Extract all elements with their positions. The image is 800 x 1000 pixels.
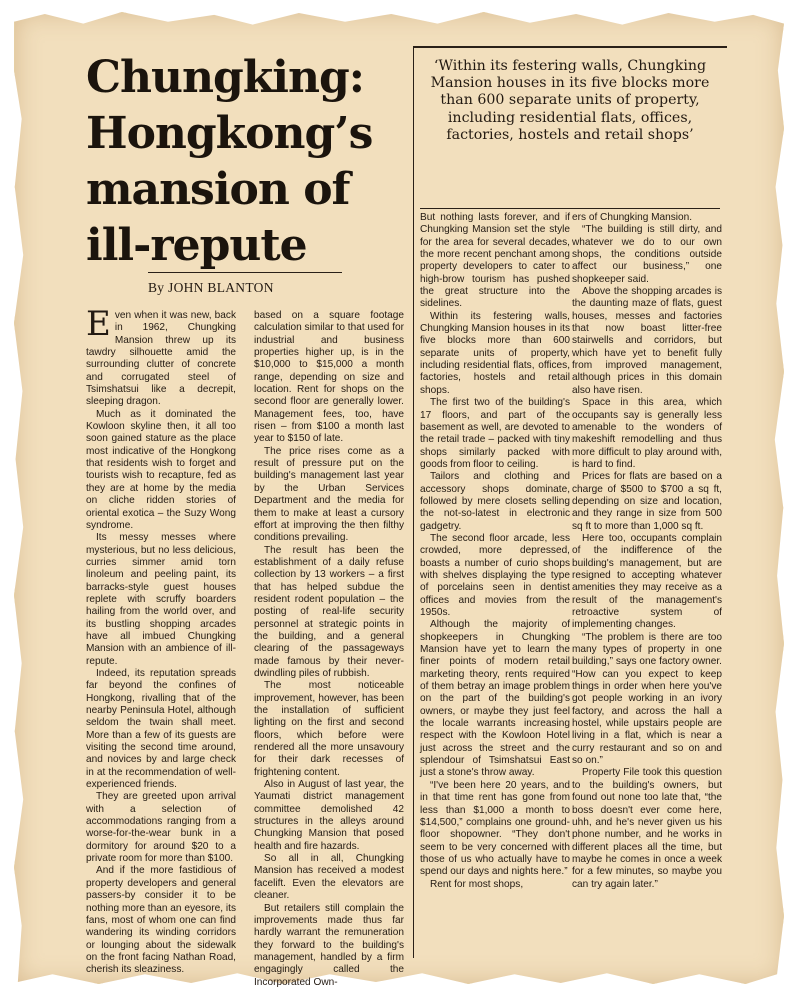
paragraph: So all in all, Chungking Mansion has received a modest facelift. Even the elevators are cleaner. <box>254 853 404 902</box>
paragraph: “The problem is there are too many types of property in one building,” says one factory owner. “How can you expect to keep things in order when here you've got people working in an ivory factory, and across the hall a hostel, while upstairs people are living in a flat, which is near a curry restaurant and so on and so on.” <box>572 631 722 767</box>
paragraph: based on a square footage calculation similar to that used for industrial and business properties higher up, is in the $10,000 to $15,000 a month range, depending on size and location. Rent for shops on the second floor are generally lower. Management fees, too, have risen – from $100 a month last year to $150 of late. <box>254 310 404 445</box>
headline: Chungking: Hongkong’s mansion of ill-repute <box>86 52 373 271</box>
paragraph: The second floor arcade, less crowded, more depressed, boasts a number of curio shops with shelves displaying the type of porcelains seen in dentist offices and movies from the 1950s. <box>420 532 570 618</box>
paragraph: Indeed, its reputation spreads far beyond the confines of Hongkong, rivalling that of the nearby Peninsula Hotel, although seldom the twain shall meet. More than a few of its guests are visiting the second time around, and novices by and large check in at the recommendation of well-experienced friends. <box>86 667 236 791</box>
article-column-2 <box>254 310 404 988</box>
pull-quote: ‘Within its festering walls, Chungking Mansion houses in its five blocks more than 600 separate units of property, including residential flats, offices, factories, hostels and retail shops’ <box>430 58 710 143</box>
paragraph: Tailors and clothing and accessory shops dominate, followed by mere closets selling the not-so-latest in electronic gadgetry. <box>420 471 570 532</box>
article-column-4 <box>572 212 722 960</box>
byline-rule <box>148 272 342 273</box>
paragraph: The result has been the establishment of a daily refuse collection by 13 workers – a first that has helped subdue the resident rodent population – the posting of real-life security personnel at strategic points in the building, and a general clearing of the passageways made famous by their never-dwindling piles of rubbish. <box>254 544 404 679</box>
paragraph: Its messy messes where mysterious, but no less delicious, curries simmer amid torn linoleum and peeling paint, its barracks-style guest houses replete with scruffy boarders hailing from the world over, and its bustling shopping arcades have all imbued Chungking Mansion with an ambience of ill-repute. <box>86 532 236 667</box>
paragraph: The most noticeable improvement, however, has been the installation of sufficient lighting on the first and second floors, which before were rendered all the more unsavoury for their dark recesses of frightening content. <box>254 680 404 778</box>
pull-quote-bottom-rule <box>420 208 720 209</box>
article-column-3 <box>420 212 570 960</box>
paragraph: “I've been here 20 years, and in that time rent has gone from less than $1,000 a month to $14,500,” complains one ground-floor shopowner. “They don't seem to be very concerned with those of us who actually have to spend our days and nights here.” <box>420 779 570 878</box>
paragraph: Within its festering walls, Chungking Mansion houses in its five blocks more than 600 separate units of property, including residential flats, offices, factories, hostels and retail shops. <box>420 310 570 396</box>
paragraph: But nothing lasts forever, and if Chungking Mansion set the style for the area for several decades, the more recent penchant among property developers to cater to high-brow tourism has pushed the great structure into the sidelines. <box>420 212 570 310</box>
article-column-1 <box>86 304 236 976</box>
paragraph: Space in this area, which occupants say is generally less amenable to the wonders of makeshift remodelling and thus more difficult to play around with, is hard to find. <box>572 397 722 470</box>
paragraph: The price rises come as a result of pressure put on the building's management last year by the Urban Services Department and the media for them to make at least a cursory effort at improving the then filthy conditions prevailing. <box>254 445 404 544</box>
paragraph: Above the shopping arcades is the daunting maze of flats, guest houses, messes and factories that now boast litter-free stairwells and corridors, but which have yet to benefit fully from improved management, although prices in this domain also have risen. <box>572 286 722 396</box>
article <box>82 40 727 988</box>
paragraph: ers of Chungking Mansion. <box>572 212 693 223</box>
paragraph-text: ven when it was new, back in 1962, Chungking Mansion threw up its tawdry silhouette amid the surrounding clutter of concrete and corrugated steel of Tsimshatsui like a decrepit, sleeping dragon. <box>86 310 236 408</box>
paragraph: Also in August of last year, the Yaumati district management committee demolished 42 structures in the alleys around Chungking Mansion that posed health and fire hazards. <box>254 779 404 852</box>
column-divider <box>413 46 414 958</box>
paragraph: “The building is still dirty, and whatever we do to our own shops, the conditions outside affect our business,” one shopkeeper said. <box>572 224 722 285</box>
paragraph: They are greeted upon arrival with a selection of accommodations ranging from a worse-for-the-wear bunk in a dormitory for around $20 to a private room for more than $100. <box>86 791 236 865</box>
paragraph: Prices for flats are based on a charge of $500 to $700 a sq ft, depending on size and location, and they range in size from 500 sq ft to more than 1,000 sq ft. <box>572 471 722 532</box>
paragraph: Although the majority of shopkeepers in Chungking Mansion have yet to learn the finer points of modern retail marketing theory, rents required of them betray an image problem on the part of the building's owners, or maybe they just feel the locale warrants increasing respect with the Kowloon Hotel just across the street and the splendour of Tsimshatsui East just a stone's throw away. <box>420 619 570 779</box>
byline: By JOHN BLANTON <box>148 280 274 295</box>
paragraph: Property File took this question to the building's owners, but found out none too late that, “the boss doesn't ever come here, uhh, and he's never given us his phone number, and he works in different places all the time, but maybe he comes in once a week for a few minutes, so maybe you can try again later.” <box>572 767 722 890</box>
paragraph: And if the more fastidious of property developers and general passers-by consider it to be nothing more than an eyesore, its fans, most of whom one can find wandering its winding corridors or lounging about the sidewalk on the front facing Nathan Road, cherish its sleaziness. <box>86 865 236 976</box>
paragraph: Here too, occupants complain of the indifference of the building's management, but are resigned to accepting whatever amenities they may receive as a result of the management's retroactive system of implementing changes. <box>572 532 722 631</box>
paragraph: But retailers still complain the improvements made thus far hardly warrant the remuneration they forward to the building's management, handled by a firm engagingly called the Incorporated Own- <box>254 902 404 988</box>
paragraph: Much as it dominated the Kowloon skyline then, it all too soon gained stature as the place most indicative of the Hongkong that residents wish to forget and tourists wish to recapture, fed as they are at home by the media on cliche ridden stories of oriental exotica – the Suzy Wong syndrome. <box>86 408 236 531</box>
paragraph: The first two of the building's 17 floors, and part of the basement as well, are devoted to the retail trade – packed with tiny shops similarly packed with goods from floor to ceiling. <box>420 397 570 470</box>
pull-quote-top-rule <box>413 46 727 48</box>
paragraph: Rent for most shops, <box>430 878 524 890</box>
paragraph <box>86 304 236 409</box>
drop-cap: E <box>86 304 111 344</box>
